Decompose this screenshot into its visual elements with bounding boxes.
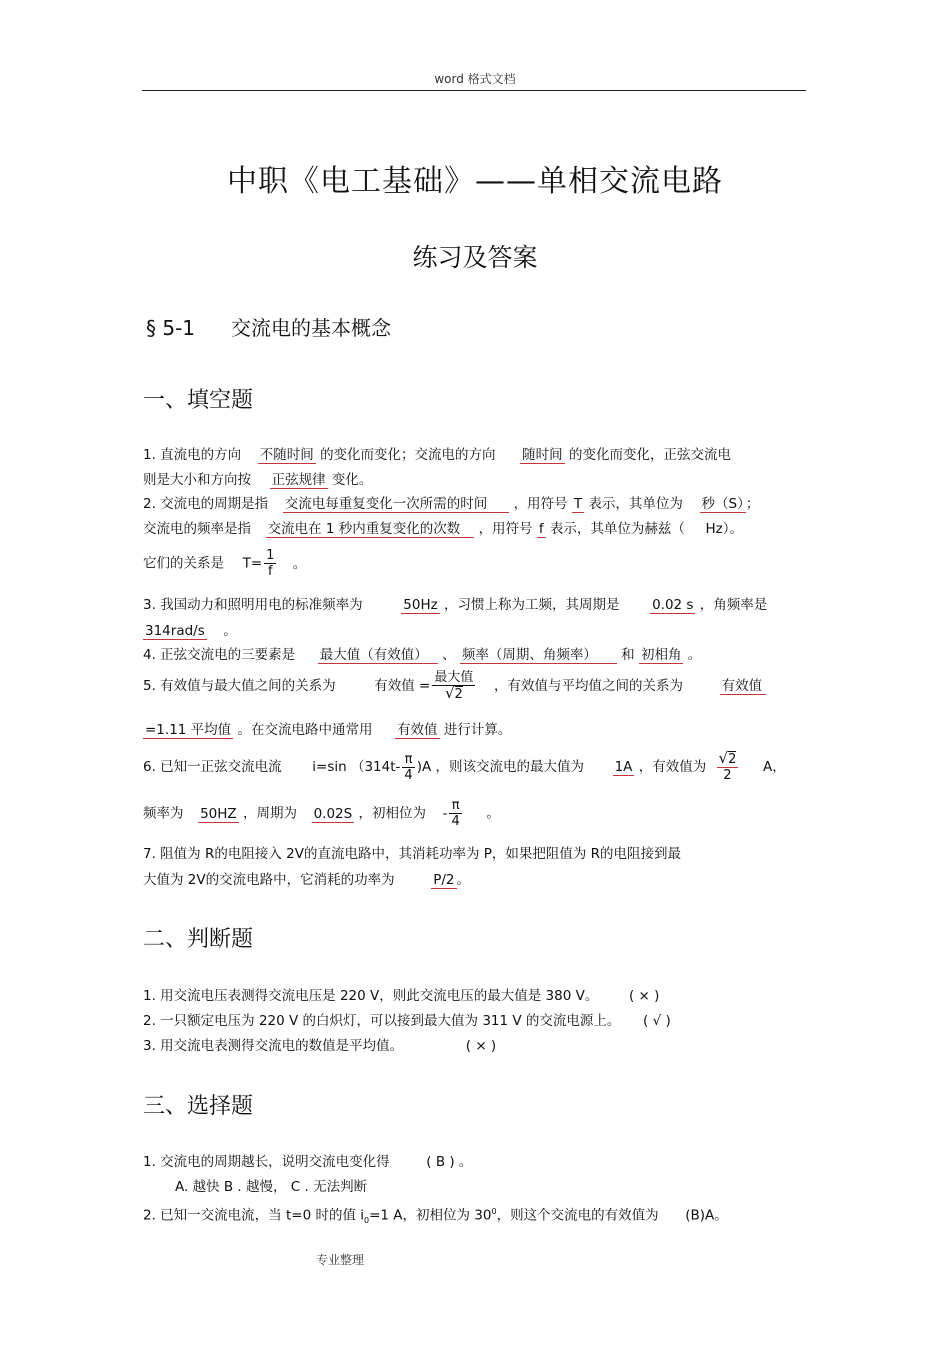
formula-text: 有效值 = [374, 678, 431, 694]
answer-blank: T [573, 496, 583, 512]
text: 频率为 [143, 805, 184, 822]
numerator: 最大值 [434, 670, 474, 685]
text: 则是大小和方向按 [143, 472, 251, 488]
fill-q6-line1 [143, 751, 786, 783]
text: ，习惯上称为工频，其周期是 [443, 597, 620, 613]
formula-text: )A [416, 759, 432, 775]
text: ，用符号 [513, 496, 568, 512]
answer-blank: 50HZ [200, 805, 237, 822]
formula-text: - [442, 805, 448, 822]
text: ，有效值与平均值之间的关系为 [493, 678, 683, 694]
fill-q1-line2 [143, 471, 372, 489]
text: ，则该交流电的最大值为 [435, 759, 584, 775]
header-rule [142, 90, 806, 91]
fill-q2-line3 [143, 548, 306, 579]
document-title: 中职《电工基础》——单相交流电路 [227, 164, 723, 199]
fill-q3-line1 [143, 596, 767, 614]
fill-q5-line1 [143, 670, 766, 702]
answer-blank: 秒（S） [701, 496, 744, 512]
formula-text: i=sin （314t- [312, 759, 401, 775]
text: 交流电的频率是指 [143, 521, 251, 537]
choice-q2 [143, 1203, 728, 1230]
choice-answer: ( B ) 。 [426, 1154, 473, 1170]
text: 2. 一只额定电压为 220 V 的白炽灯，可以接到最大值为 311 V 的交流电源上。 [143, 1013, 621, 1029]
text: 。 [456, 872, 470, 888]
page-header: word 格式文档 [434, 72, 516, 86]
numerator: π [402, 752, 414, 768]
text: 3. 用交流电表测得交流电的数值是平均值。 [143, 1038, 404, 1054]
judge-q2 [143, 1012, 671, 1030]
section-number: § 5-1 [146, 316, 196, 340]
text: 表示，其单位为赫兹（ [549, 521, 685, 537]
text: 2. 交流电的周期是指 [143, 496, 269, 512]
section-name: 交流电的基本概念 [231, 316, 392, 340]
text: 3. 我国动力和照明用电的标准频率为 [143, 597, 363, 613]
judge-mark: ( × ) [465, 1038, 497, 1054]
fraction-pi-over-4 [449, 798, 461, 829]
answer-blank: 314rad/s [145, 623, 205, 639]
document-subtitle: 练习及答案 [412, 243, 538, 272]
answer-blank: 交流电每重复变化一次所需的时间 [283, 496, 510, 513]
denominator [432, 686, 475, 702]
numerator: 1 [266, 548, 275, 563]
answer-blank: 最大值（有效值） [318, 647, 438, 664]
text: 和 [621, 647, 635, 663]
radicand: 2 [728, 752, 737, 767]
judge-mark: ( √ ) [643, 1013, 671, 1029]
answer-blank: 0.02S [313, 805, 353, 822]
answer-blank: 初相角 [640, 647, 682, 663]
text: A， [762, 759, 786, 775]
numerator [717, 751, 739, 768]
fill-q2-line2 [143, 520, 743, 538]
text: 5. 有效值与最大值之间的关系为 [143, 678, 336, 694]
answer-blank: 50Hz [403, 597, 438, 613]
text: 1. 直流电的方向 [143, 447, 242, 463]
text: 。 [486, 805, 500, 822]
fill-q4 [143, 646, 701, 664]
text: 的变化而变化；交流电的方向 [320, 447, 496, 463]
text: 。在交流电路中通常用 [237, 722, 373, 738]
answer-blank: 有效值 [397, 722, 438, 738]
denominator: 4 [451, 814, 460, 829]
text: 变化。 [331, 472, 373, 488]
formula-text: T= [242, 555, 263, 572]
sqrt-icon: √ [718, 749, 729, 767]
fraction-one-over-f [264, 548, 276, 579]
text: 、 [442, 647, 456, 663]
judge-q1 [143, 987, 659, 1005]
answer-blank: 正弦规律 [271, 472, 326, 488]
text: 。 [223, 623, 237, 639]
text: 6. 已知一正弦交流电流 [143, 759, 282, 775]
text: 表示，其单位为 [588, 496, 683, 512]
numerator: π [449, 798, 461, 814]
subscript: 0 [364, 1216, 370, 1226]
judge-mark: ( × ) [628, 988, 660, 1004]
text: ，角频率是 [699, 597, 768, 613]
text: 的变化而变化，正弦交流电 [568, 447, 731, 463]
text: 1. 交流电的周期越长，说明交流电变化得 [143, 1154, 390, 1170]
text: 2. 已知一交流电流，当 t=0 时的值 i [143, 1207, 364, 1224]
fill-q1-line1 [143, 446, 731, 464]
text: 1. 用交流电压表测得交流电压是 220 V，则此交流电压的最大值是 380 V。 [143, 988, 599, 1004]
superscript: 0 [491, 1207, 497, 1216]
answer-blank: =1.11 平均值 [145, 722, 232, 738]
choice-answer: (B)A。 [685, 1207, 728, 1224]
answer-blank: 有效值 [720, 678, 767, 695]
answer-blank: 频率（周期、角频率） [460, 647, 617, 664]
fill-q6-line2 [143, 798, 500, 829]
fill-q7-line2 [143, 871, 470, 889]
text: ； [745, 496, 760, 512]
text: ，有效值为 [638, 759, 707, 775]
answer-blank: 0.02 s [652, 597, 694, 613]
fill-q3-line2 [143, 622, 237, 640]
choice-q1-options: A. 越快 B . 越慢， C . 无法判断 [175, 1179, 368, 1195]
section-heading [146, 312, 391, 341]
denominator: 4 [404, 767, 413, 783]
fill-q7-line1: 7. 阻值为 R的电阻接入 2V的直流电路中，其消耗功率为 P，如果把阻值为 R的电阻接到最 [143, 846, 682, 862]
page-footer: 专业整理 [316, 1253, 365, 1267]
text: ，则这个交流电的有效值为 [496, 1207, 659, 1224]
heading-fill-blank: 一、填空题 [143, 388, 254, 413]
text: 4. 正弦交流电的三要素是 [143, 647, 296, 663]
text: ，初相位为 [358, 805, 426, 822]
answer-blank: 1A [614, 759, 633, 775]
denominator: f [268, 564, 273, 579]
heading-multiple-choice: 三、选择题 [143, 1094, 254, 1119]
fraction-sqrt2-over-2 [717, 751, 739, 783]
sqrt-icon: √ [444, 684, 455, 702]
denominator: 2 [723, 768, 732, 783]
fraction-pi-over-4 [402, 752, 414, 783]
fill-q2-line1 [143, 495, 759, 513]
heading-true-false: 二、判断题 [143, 927, 254, 952]
answer-blank: 随时间 [522, 447, 563, 463]
answer-blank: 不随时间 [259, 447, 314, 463]
text: 它们的关系是 [143, 555, 224, 572]
answer-blank: f [538, 521, 544, 537]
text: =1 A，初相位为 30 [369, 1207, 492, 1224]
fraction-max-over-sqrt2 [432, 670, 475, 702]
text: ，用符号 [478, 521, 533, 537]
text: 大值为 2V的交流电路中，它消耗的功率为 [143, 872, 395, 888]
text: 进行计算。 [443, 722, 512, 738]
fill-q5-line2 [143, 721, 511, 739]
text: Hz）。 [705, 521, 744, 537]
answer-blank: P/2 [433, 872, 455, 888]
answer-blank: 交流电在 1 秒内重复变化的次数 [266, 521, 475, 538]
text: ，周期为 [242, 805, 297, 822]
radicand: 2 [454, 687, 463, 702]
text: 。 [292, 555, 307, 572]
judge-q3 [143, 1037, 496, 1055]
choice-q1 [143, 1153, 472, 1171]
text: 。 [687, 647, 702, 663]
